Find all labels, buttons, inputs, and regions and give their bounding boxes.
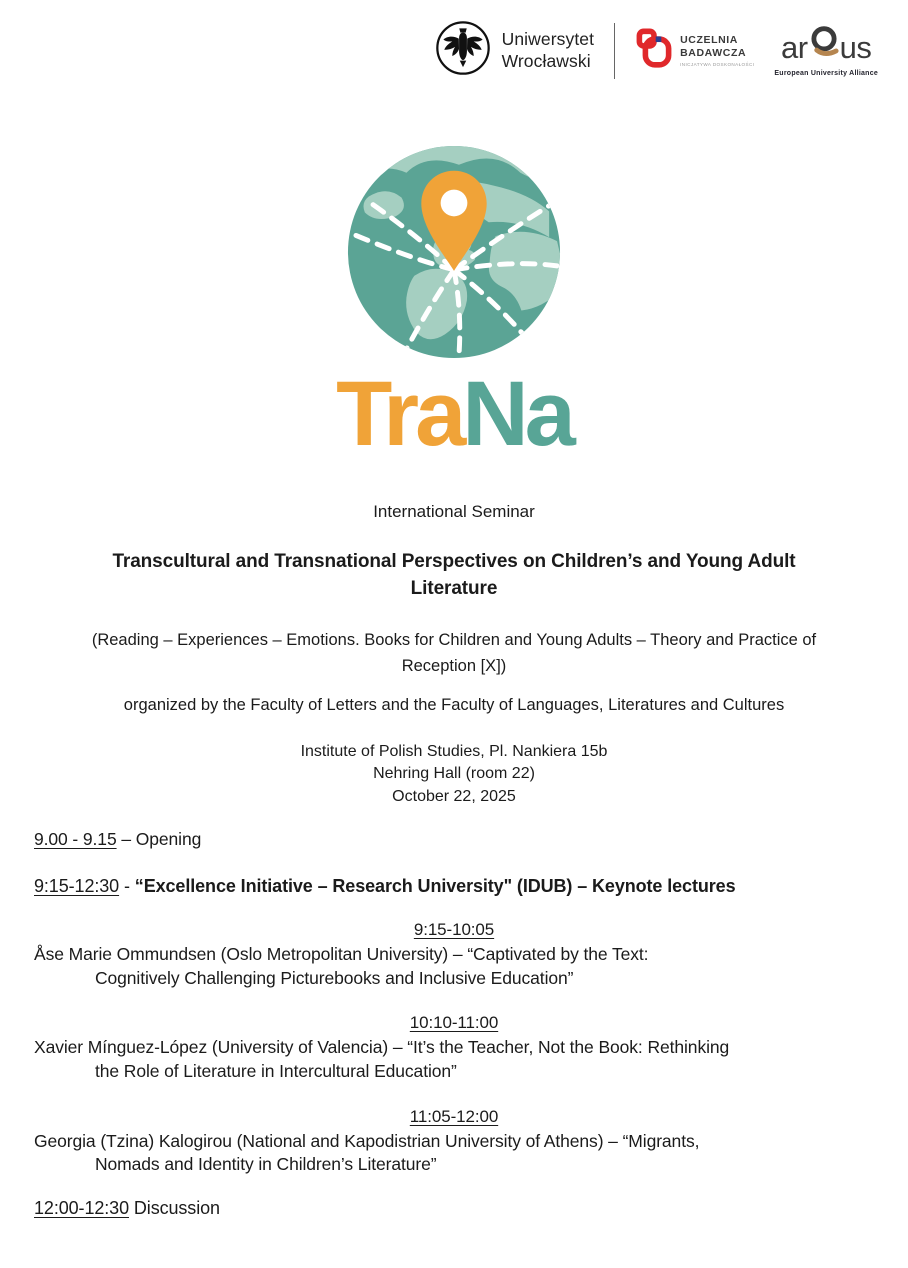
schedule-keynote-row — [0, 876, 908, 897]
keynote-separator: - — [123, 876, 130, 897]
header-logos — [0, 0, 908, 81]
uwr-logo-text — [502, 29, 595, 72]
uwr-logo — [435, 20, 595, 81]
uwr-name-line1: Uniwersytet — [501, 29, 595, 50]
arqus-q-icon — [807, 25, 841, 64]
session-3-speaker-line: Georgia (Tzina) Kalogirou (National and Kapodistrian University of Athens) – “Migrants, — [34, 1130, 700, 1151]
session-2-title-line: the Role of Literature in Intercultural Education” — [95, 1061, 457, 1082]
uczelnia-badawcza-text — [680, 34, 754, 67]
trana-word-part2: Na — [462, 363, 572, 465]
venue-hall: Nehring Hall (room 22) — [373, 765, 535, 783]
schedule-discussion-row — [0, 1198, 908, 1219]
page-title-line1: Transcultural and Transnational Perspectives on Children’s and Young Adult — [112, 551, 796, 572]
session-3-time — [0, 1107, 908, 1127]
keynote-title: “Excellence Initiative – Research University" (IDUB) – Keynote lectures — [134, 876, 736, 897]
ub-name-line1: UCZELNIA — [680, 33, 738, 46]
session-2-time-text: 10:10-11:00 — [409, 1013, 499, 1033]
trana-logo — [0, 143, 908, 465]
session-1-speaker-line: Åse Marie Ommundsen (Oslo Metropolitan University) – “Captivated by the Text: — [34, 944, 649, 965]
session-1 — [0, 920, 908, 990]
page-title — [0, 549, 908, 603]
session-1-time-text: 9:15-10:05 — [413, 920, 495, 940]
ub-tagline: INICJATYWA DOSKONAŁOŚCI — [680, 62, 755, 68]
series-subtitle-line2: Reception [X]) — [401, 656, 507, 675]
session-3-time-text: 11:05-12:00 — [409, 1106, 499, 1126]
opening-label: Opening — [135, 829, 202, 850]
session-2-speaker-line: Xavier Mínguez-López (University of Valencia) – “It’s the Teacher, Not the Book: Rethinking — [34, 1037, 730, 1058]
session-1-title-line: Cognitively Challenging Picturebooks and Inclusive Education” — [95, 967, 574, 988]
series-subtitle — [0, 628, 908, 679]
session-2-time — [0, 1013, 908, 1033]
schedule — [0, 829, 908, 1219]
series-subtitle-line1: (Reading – Experiences – Emotions. Books for Children and Young Adults – Theory and Practice of — [91, 630, 817, 649]
arqus-word-suffix: us — [839, 29, 872, 65]
session-1-time — [0, 920, 908, 940]
session-3 — [0, 1107, 908, 1177]
uczelnia-badawcza-glyph-icon — [635, 27, 673, 75]
venue-block — [0, 741, 908, 808]
arqus-logo — [774, 25, 878, 77]
venue-address: Institute of Polish Studies, Pl. Nankiera 15b — [300, 743, 608, 761]
trana-word-part1: Tra — [336, 363, 463, 465]
discussion-label: Discussion — [133, 1197, 220, 1218]
arqus-wordmark — [781, 25, 871, 70]
page-title-line2: Literature — [410, 577, 498, 599]
organizer-line: organized by the Faculty of Letters and the Faculty of Languages, Literatures and Cultures — [123, 696, 785, 715]
arqus-word-prefix: ar — [781, 29, 808, 65]
keynote-time: 9:15-12:30 — [34, 876, 120, 897]
arqus-alliance-label: European University Alliance — [774, 69, 878, 77]
session-3-title-line: Nomads and Identity in Children’s Literature” — [95, 1154, 437, 1175]
opening-time: 9.00 - 9.15 — [34, 829, 117, 850]
uwr-eagle-emblem-icon — [435, 20, 491, 81]
header-divider — [614, 23, 615, 79]
discussion-time: 12:00-12:30 — [34, 1197, 129, 1218]
schedule-opening-row — [0, 829, 908, 850]
session-2 — [0, 1013, 908, 1083]
opening-separator: – — [121, 829, 131, 850]
uwr-name-line2: Wrocławski — [501, 50, 591, 71]
event-date: October 22, 2025 — [392, 787, 516, 805]
seminar-label: International Seminar — [373, 502, 535, 521]
trana-wordmark — [336, 363, 572, 465]
intro-block — [0, 502, 908, 808]
trana-globe-icon — [345, 143, 563, 366]
ub-name-line2: BADAWCZA — [680, 47, 747, 59]
uczelnia-badawcza-logo — [635, 27, 754, 75]
